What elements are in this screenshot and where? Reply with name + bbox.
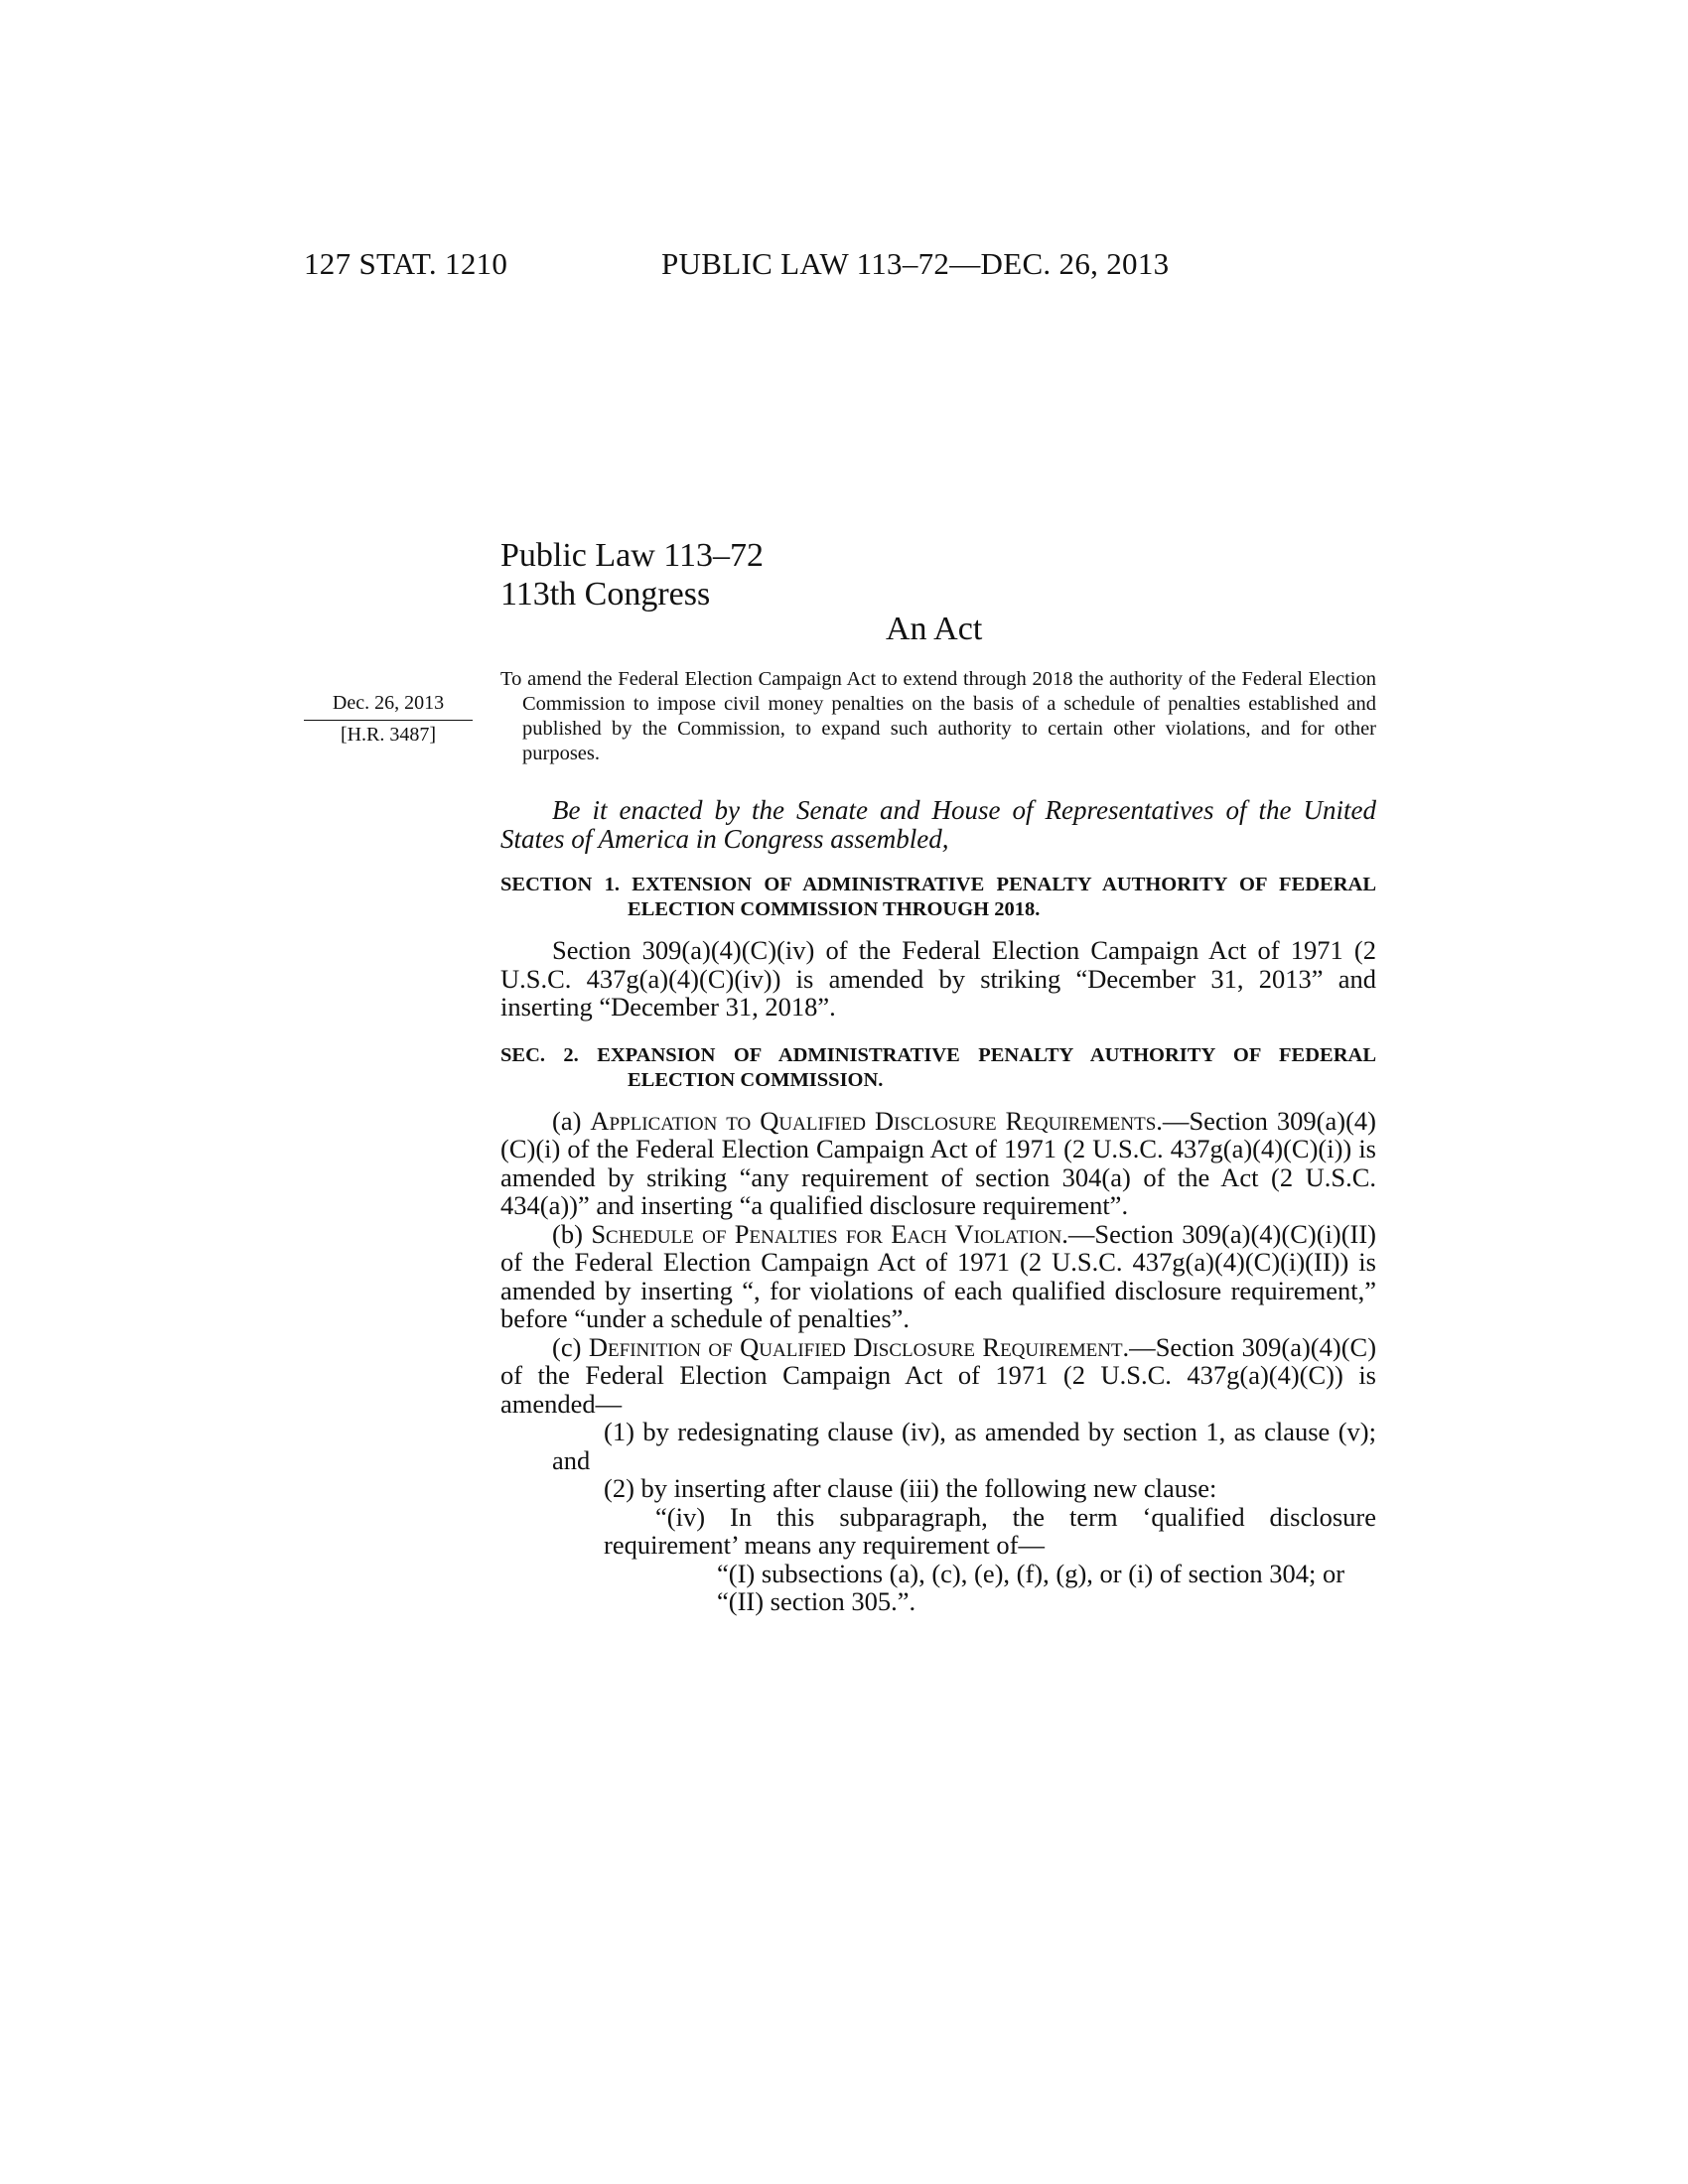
title-block (500, 536, 764, 614)
purpose-statement: To amend the Federal Election Campaign Act to extend through 2018 the authority of the Federal Election Commission to impose civil money penalties on the basis of a schedule of penalties established and published by the Commission, to expand such authority to certain other violations, and for other purposes. (500, 668, 1376, 764)
public-law-number: Public Law 113–72 (500, 537, 765, 574)
subsection-c (500, 1333, 1376, 1419)
subsection-b (500, 1220, 1376, 1333)
section-1-heading: SECTION 1. EXTENSION OF ADMINISTRATIVE PENALTY AUTHORITY OF FEDERAL ELECTION COMMISSION THROUGH 2018. (500, 874, 1376, 920)
enacting-clause: Be it enacted by the Senate and House of Representatives of the United States of America in Congress assembled, (500, 795, 1376, 854)
subsection-a-text: Section 309(a)(4)(C)(i) of the Federal Election Campaign Act of 1971 (2 U.S.C. 437g(a)(4)(C)(i)) is amended by striking “any requirement of section 304(a) of the Act (2 U.S.C. 434(a))” and inserting “a qualified disclosure requirement”. (500, 1105, 1376, 1220)
paragraph-c1: (1) by redesignating clause (iv), as amended by section 1, as clause (v); and (552, 1417, 1376, 1475)
paragraph-c2: (2) by inserting after clause (iii) the following new clause: (604, 1473, 1217, 1503)
subsection-b-text: Section 309(a)(4)(C)(i)(II) of the Federal Election Campaign Act of 1971 (2 U.S.C. 437g(a)(4)(C)(i)(II)) is amended by inserting “, for violations of each qualified disclosure requirement,” before “under a schedule of penalties”. (500, 1218, 1377, 1333)
act-heading: An Act (886, 611, 983, 647)
subsection-c-label: (c) (552, 1331, 582, 1362)
law-date-header: PUBLIC LAW 113–72—DEC. 26, 2013 (661, 246, 1170, 281)
enactment-date: Dec. 26, 2013 (304, 689, 473, 721)
subsection-c-text: Section 309(a)(4)(C) of the Federal Election Campaign Act of 1971 (2 U.S.C. 437g(a)(4)(C)) is amended— (500, 1331, 1377, 1419)
subclause-I: “(I) subsections (a), (c), (e), (f), (g), or (i) of section 304; or (717, 1558, 1345, 1588)
subsection-a (500, 1107, 1376, 1220)
subsection-b-label: (b) (552, 1218, 583, 1249)
section-2-heading: SEC. 2. EXPANSION OF ADMINISTRATIVE PENALTY AUTHORITY OF FEDERAL ELECTION COMMISSION. (500, 1043, 1376, 1091)
subsection-a-heading: Application to Qualified Disclosure Requirements.— (590, 1105, 1190, 1136)
subclause-II: “(II) section 305.”. (717, 1586, 916, 1616)
subsection-a-label: (a) (552, 1105, 582, 1136)
stat-page-reference: 127 STAT. 1210 (304, 246, 508, 281)
margin-note (304, 689, 473, 750)
subsection-b-heading: Schedule of Penalties for Each Violation.— (591, 1218, 1095, 1249)
congress-number: 113th Congress (500, 576, 711, 613)
document-body (500, 667, 1376, 1616)
section-1-text: Section 309(a)(4)(C)(iv) of the Federal Election Campaign Act of 1971 (2 U.S.C. 437g(a)(4)(C)(iv)) is amended by striking “December 31, 2013” and inserting “December 31, 2018”. (500, 935, 1376, 1022)
bill-number: [H.R. 3487] (340, 724, 437, 746)
clause-iv: “(iv) In this subparagraph, the term ‘qualified disclosure requirement’ means any requirement of— (604, 1501, 1376, 1560)
subsection-c-heading: Definition of Qualified Disclosure Requirement.— (588, 1331, 1156, 1362)
